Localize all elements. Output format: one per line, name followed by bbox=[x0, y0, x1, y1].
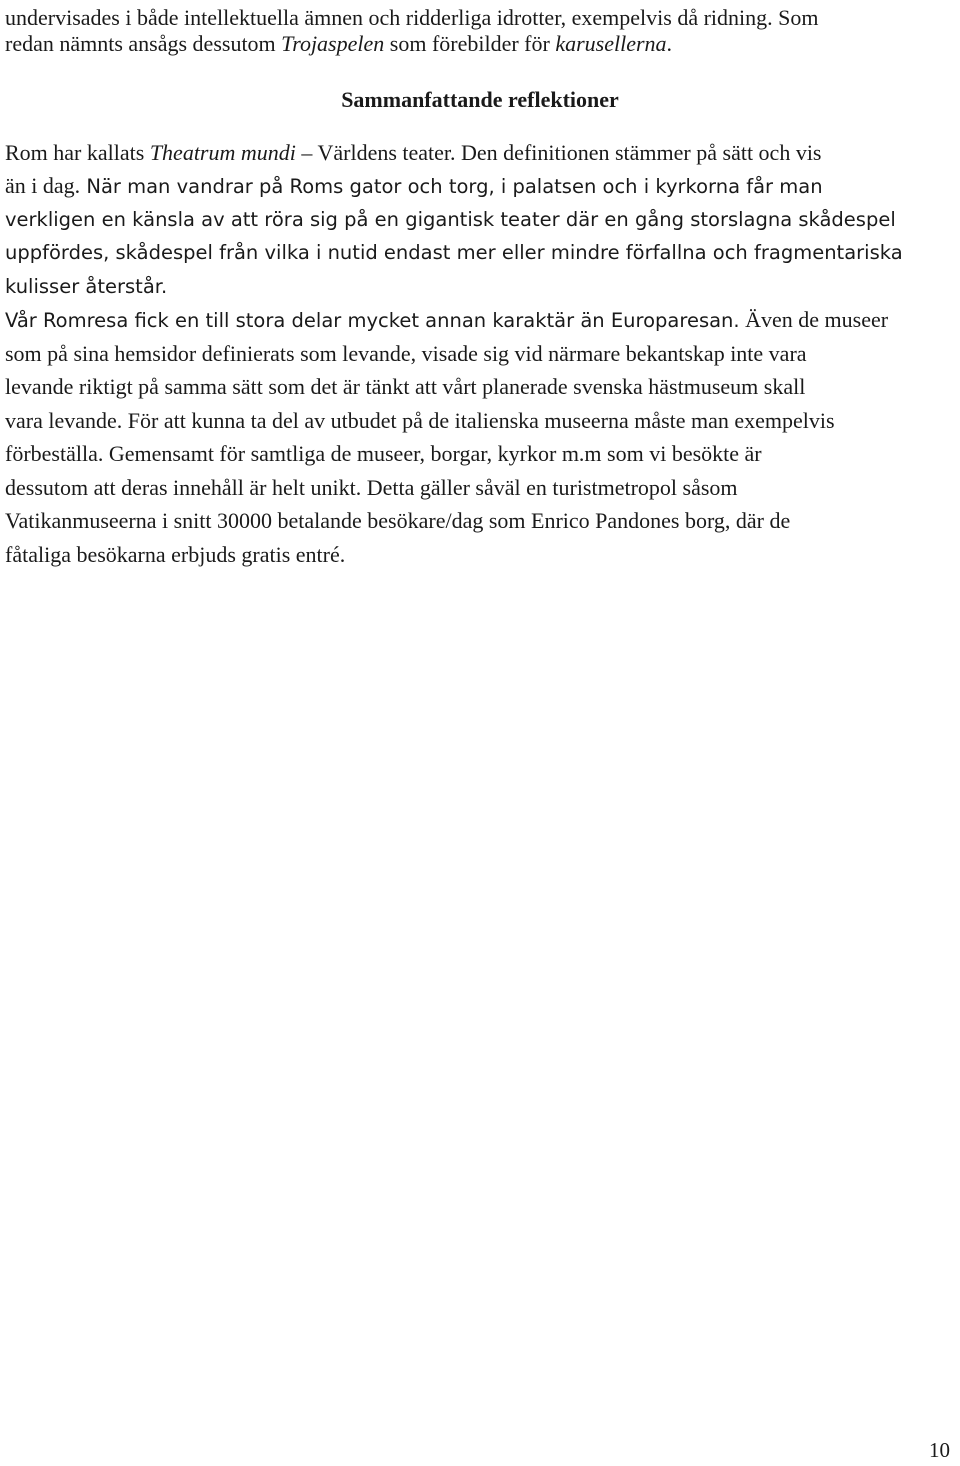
para1-line-2: än i dag. När man vandrar på Roms gator och torg, i palatsen och i kyrkorna får man bbox=[5, 173, 823, 198]
emphasis-theatrum-mundi: Theatrum mundi bbox=[149, 140, 296, 165]
para2-line-4: vara levande. För att kunna ta del av utbudet på de italienska museerna måste man exempelvis bbox=[5, 408, 835, 433]
emphasis-karusellerna: karusellerna bbox=[555, 31, 667, 56]
para1-line-4: uppfördes, skådespel från vilka i nutid endast mer eller mindre förfallna och fragmentariska bbox=[5, 241, 903, 264]
emphasis-trojaspelen: Trojaspelen bbox=[281, 31, 385, 56]
para2-line-2: som på sina hemsidor definierats som levande, visade sig vid närmare bekantskap inte vara bbox=[5, 341, 807, 366]
para2-line-3: levande riktigt på samma sätt som det är tänkt att vårt planerade svenska hästmuseum skall bbox=[5, 374, 806, 399]
para1-line-5: kulisser återstår. bbox=[5, 275, 168, 298]
para2-line-8: fåtaliga besökarna erbjuds gratis entré. bbox=[5, 542, 346, 567]
para2-line-7: Vatikanmuseerna i snitt 30000 betalande besökare/dag som Enrico Pandones borg, där de bbox=[5, 508, 791, 533]
page-number: 10 bbox=[929, 1438, 950, 1462]
para2-line-6: dessutom att deras innehåll är helt unikt. Detta gäller såväl en turistmetropol såsom bbox=[5, 475, 738, 500]
para1-line-3: verkligen en känsla av att röra sig på en gigantisk teater där en gång storslagna skådespel bbox=[5, 208, 896, 231]
intro-text: undervisades i både intellektuella ämnen och ridderliga idrotter, exempelvis då ridning. Som bbox=[5, 5, 819, 30]
para1-line-1: Rom har kallats Theatrum mundi – Världens teater. Den definitionen stämmer på sätt och vis bbox=[5, 140, 822, 165]
para2-line-1: Vår Romresa fick en till stora delar mycket annan karaktär än Europaresan. Även de museer bbox=[5, 307, 889, 332]
intro-line-2: redan nämnts ansågs dessutom Trojaspelen som förebilder för karusellerna. bbox=[5, 31, 673, 56]
para2-line-5: förbeställa. Gemensamt för samtliga de museer, borgar, kyrkor m.m som vi besökte är bbox=[5, 441, 762, 466]
section-heading: Sammanfattande reflektioner bbox=[341, 87, 619, 112]
